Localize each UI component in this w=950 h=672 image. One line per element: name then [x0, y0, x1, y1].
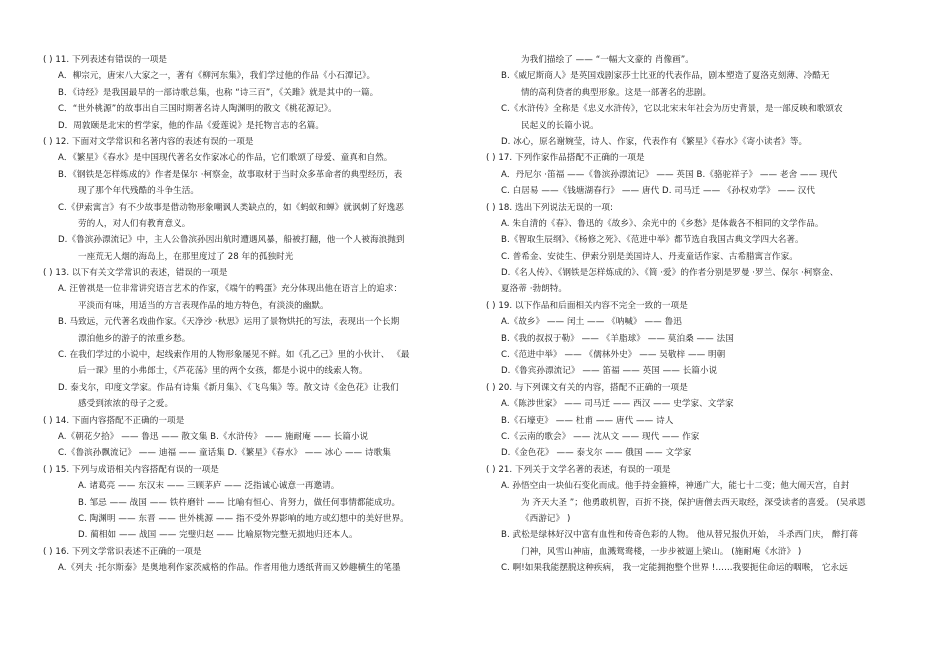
- option-text: C. 啊!如果我能摆脱这种疾病， 我一定能拥抱整个世界 !……我要扼住命运的咽喉， 它永远: [501, 563, 848, 574]
- question-stem: ( ) 19. 以下作品和后面相关内容不完全一致的一项是: [486, 300, 688, 311]
- option-text: C.《范进中举》 —— 《儒林外史》 —— 吴敬梓 —— 明朝: [501, 350, 726, 361]
- option-text: 为 齐天大圣 ”；他勇敢机智，百折不挠，保护唐僧去西天取经，深受读者的喜爱。 (吴承恩: [521, 497, 866, 508]
- option-text: C.《鲁滨孙飘流记》 —— 迪福 —— 童话集 D.《繁星》《春水》 —— 冰心 —— 诗歌集: [58, 448, 391, 459]
- question-stem: ( ) 13. 以下有关文学常识的表述，错误的一项是: [43, 268, 228, 279]
- option-text: C.《伊索寓言》有不少故事是借动物形象嘲讽人类缺点的，如《蚂蚁和蝉》就讽刺了好逸恶: [58, 202, 404, 213]
- option-text: B.《石壕吏》 —— 杜甫 —— 唐代 —— 诗人: [501, 415, 674, 426]
- option-text: C.《水浒传》全称是《忠义水浒传》，它以北宋末年社会为历史背景，是一部反映和歌颂农: [501, 104, 843, 115]
- option-text: C. 白居易 ——《钱塘湖春行》 —— 唐代 D. 司马迁 —— 《孙权劝学》 —— 汉代: [501, 186, 816, 197]
- option-text: B. 武松是绿林好汉中富有血性和传奇色彩的人物。 他从替兄报仇开始， 斗杀西门庆， 醉打蒋: [501, 530, 858, 541]
- option-text: B.《威尼斯商人》是英国戏剧家莎士比亚的代表作品，剧本塑造了夏洛克刻薄、冷酷无: [501, 71, 830, 82]
- option-text: D．周敦颐是北宋的哲学家，他的作品《爱莲说》是托物言志的名篇。: [58, 120, 324, 131]
- option-text: 现了那个年代残酷的斗争生活。: [78, 186, 200, 197]
- option-text: 感受到浓浓的母子之爱。: [78, 399, 174, 410]
- option-text: 情的高利贷者的典型形象。这是一部著名的悲剧。: [521, 87, 712, 98]
- option-text: 为我们描绘了 —— “一幅大文豪的 肖像画”。: [521, 55, 694, 65]
- option-text: A. 汪曾祺是一位非常讲究语言艺术的作家，《端午的鸭蛋》充分体现出他在语言上的追求：: [58, 284, 403, 295]
- question-stem: ( ) 14. 下面内容搭配不正确的一项是: [43, 415, 185, 426]
- option-text: 一座荒无人烟的海岛上，在那里度过了 28 年的孤独时光: [78, 251, 294, 262]
- option-text: A．《繁星》《春水》是中国现代著名女作家冰心的作品，它们歌颂了母爱、童真和自然。: [58, 153, 393, 164]
- option-text: A.《故乡》 —— 闰土 —— 《呐喊》 —— 鲁迅: [501, 317, 682, 328]
- option-text: B. 马致远，元代著名戏曲作家。《天净沙 ·秋思》运用了景物烘托的写法，表现出一个长期: [58, 317, 400, 328]
- option-text: D.《鲁宾孙漂流记》 —— 笛福 —— 英国 —— 长篇小说: [501, 366, 718, 377]
- option-text: A. 诸葛亮 —— 东汉末 —— 三顾茅庐 —— 泛指诚心诚意一再邀请。: [78, 481, 340, 492]
- question-stem: ( ) 20. 与下列课文有关的内容，搭配不正确的一项是: [486, 382, 688, 393]
- option-text: A. 孙悟空由一块仙石变化而成。他手持金箍棒，神通广大，能七十二变；他大闹天宫，自封: [501, 481, 850, 492]
- option-text: D. 泰戈尔，印度文学家。作品有诗集《新月集》、《飞鸟集》等。散文诗《金色花》让我们: [58, 382, 399, 393]
- option-text: 漂泊他乡的游子的浓重乡愁。: [78, 333, 191, 344]
- option-text: 劳的人，对人们有教育意义。: [78, 218, 191, 229]
- option-text: C. 普希金、安徒生、伊索分别是美国诗人、丹麦童话作家、古希腊寓言作家。: [501, 251, 798, 262]
- option-text: C. 在我们学过的小说中，起线索作用的人物形象屡见不鲜。如《孔乙己》里的小伙计、 《最: [58, 350, 410, 361]
- question-stem: ( ) 12. 下面对文学常识和名著内容的表述有误的一项是: [43, 136, 254, 147]
- option-text: 门神，风雪山神庙，血溅鸳鸯楼，一步步被逼上梁山。 (施耐庵《水浒》 ): [521, 546, 802, 557]
- option-text: C. 陶渊明 —— 东晋 —— 世外桃源 —— 指不受外界影响的地方或幻想中的美好世界。: [78, 513, 409, 524]
- right-column: [486, 52, 920, 577]
- option-text: A．丹尼尔 ·笛福 ——《鲁滨孙漂流记》 —— 英国 B.《骆驼祥子》 —— 老舍 —— 现代: [501, 169, 838, 180]
- option-text: A.《陈涉世家》 —— 司马迁 —— 西汉 —— 史学家、文学家: [501, 399, 734, 410]
- option-text: 平淡而有味，用适当的方言表现作品的地方特色，有淡淡的幽默。: [78, 300, 329, 311]
- option-text: A．柳宗元，唐宋八大家之一，著有《柳河东集》，我们学过他的作品《小石潭记》。: [58, 71, 376, 82]
- option-text: A. 朱自清的《春》、鲁迅的《故乡》、余光中的《乡愁》是体裁各不相同的文学作品。: [501, 218, 824, 229]
- option-text: B．《诗经》是我国最早的一部诗歌总集，也称 “诗三百”，《关雎》就是其中的一篇。: [58, 87, 379, 98]
- question-stem: ( ) 18. 选出下列说法无误的一项:: [486, 202, 613, 213]
- option-text: B.《我的叔叔于勒》 —— 《羊脂球》 —— 莫泊桑 —— 法国: [501, 333, 734, 344]
- option-text: B.《智取生辰纲》、《杨修之死》、《范进中举》都节选自我国古典文学四大名著。: [501, 235, 804, 246]
- option-text: D. 冰心，原名谢婉莹，诗人、作家，代表作有《繁星》《春水》《寄小读者》等。: [501, 136, 808, 147]
- question-stem: ( ) 17. 下列作家作品搭配不正确的一项是: [486, 153, 645, 164]
- option-text: D. 蔺相如 —— 战国 —— 完璧归赵 —— 比喻原物完整无损地归还本人。: [78, 530, 358, 541]
- question-stem: ( ) 21. 下列关于文学名著的表述，有误的一项是: [486, 464, 671, 475]
- option-text: 夏洛蒂 ·勃朗特。: [501, 284, 568, 295]
- option-text: C．“世外桃源”的故事出自三国时期著名诗人陶渊明的散文《桃花源记》。: [58, 104, 337, 115]
- option-text: D.《金色花》 —— 泰戈尔 —— 俄国 —— 文学家: [501, 448, 692, 459]
- option-text: C.《云南的歌会》 —— 沈从文 —— 现代 —— 作家: [501, 431, 700, 442]
- option-text: B．《钢铁是怎样炼成的》作者是保尔 ·柯察金，故事取材于当时众多革命者的典型经历，表: [58, 169, 403, 180]
- left-column: [43, 52, 473, 577]
- question-stem: ( ) 15. 下列与成语相关内容搭配有误的一项是: [43, 464, 219, 475]
- option-text: D.《鲁滨孙漂流记》中，主人公鲁滨孙因出航时遭遇风暴，船被打翻，他一个人被海浪抛到: [58, 235, 405, 246]
- question-stem: ( ) 11. 下列表述有错误的一项是: [43, 55, 168, 65]
- question-stem: ( ) 16. 下列文学常识表述不正确的一项是: [43, 546, 202, 557]
- option-text: B. 邹忌 —— 战国 —— 铁杵磨针 —— 比喻有恒心、肯努力，做任何事情都能成功。: [78, 497, 401, 508]
- option-text: 《西游记》 ): [521, 513, 571, 524]
- option-text: A.《列夫 ·托尔斯泰》是奥地利作家茨威格的作品。作者用他力透纸背而又妙趣横生的笔墨: [58, 563, 401, 574]
- option-text: 民起义的长篇小说。: [521, 120, 599, 131]
- option-text: D.《名人传》、《钢铁是怎样炼成的》、《简 ·爱》的作者分别是罗曼 ·罗兰、保尔 ·柯察金、: [501, 268, 839, 279]
- option-text: 后一课》里的小弗郎士，《芦花荡》里的两个女孩，都是小说中的线索人物。: [78, 366, 368, 377]
- option-text: A.《朝花夕拾》 —— 鲁迅 —— 散文集 B.《水浒传》 —— 施耐庵 —— 长篇小说: [58, 431, 369, 442]
